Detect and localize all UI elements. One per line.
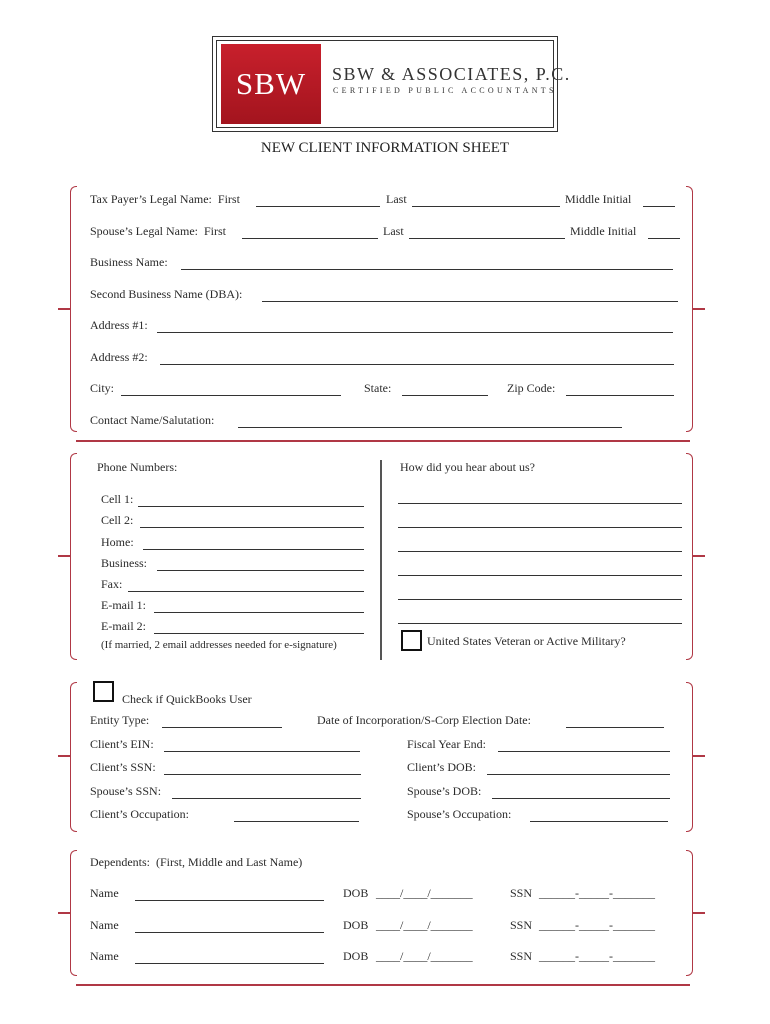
tp-first-field[interactable] <box>256 205 380 207</box>
business-label: Business Name: <box>90 255 168 269</box>
email-note: (If married, 2 email addresses needed for e-signature) <box>101 639 337 651</box>
ein-field[interactable] <box>164 750 360 752</box>
veteran-label: United States Veteran or Active Military? <box>427 634 626 648</box>
dependent-dob-field[interactable]: ____/____/_______ <box>376 918 473 932</box>
sp-ssn-label: Spouse’s SSN: <box>90 784 162 798</box>
brace-tip <box>58 555 70 557</box>
home-field[interactable] <box>143 548 364 550</box>
veteran-checkbox[interactable] <box>401 630 422 651</box>
state-label: State: <box>364 381 392 395</box>
fax-field[interactable] <box>128 590 364 592</box>
sp-occ-label: Spouse’s Occupation: <box>407 807 512 821</box>
quickbooks-label: Check if QuickBooks User <box>122 692 252 706</box>
email1-label: E-mail 1: <box>101 598 146 612</box>
addr1-label: Address #1: <box>90 318 148 332</box>
hear-line-4[interactable] <box>398 574 682 576</box>
email1-field[interactable] <box>154 611 364 613</box>
right-brace <box>686 682 693 832</box>
sp-mi-label: Middle Initial <box>570 224 637 238</box>
brace-tip <box>58 755 70 757</box>
dba-field[interactable] <box>262 300 678 302</box>
addr2-field[interactable] <box>160 363 674 365</box>
occ-label: Client’s Occupation: <box>90 807 189 821</box>
entity-label: Entity Type: <box>90 713 150 727</box>
dependent-name-field[interactable] <box>135 962 324 964</box>
sp-occ-field[interactable] <box>530 820 668 822</box>
sp-dob-label: Spouse’s DOB: <box>407 784 482 798</box>
dependent-ssn-field[interactable]: ______-_____-_______ <box>539 918 655 932</box>
left-brace <box>70 850 77 976</box>
hear-line-2[interactable] <box>398 526 682 528</box>
left-brace <box>70 682 77 832</box>
phone-header: Phone Numbers: <box>97 460 178 474</box>
fye-label: Fiscal Year End: <box>407 737 486 751</box>
sp-first-field[interactable] <box>242 237 378 239</box>
right-brace <box>686 186 693 432</box>
email2-field[interactable] <box>154 632 364 634</box>
incorp-field[interactable] <box>566 726 664 728</box>
hear-line-3[interactable] <box>398 550 682 552</box>
brace-tip <box>58 308 70 310</box>
right-brace <box>686 453 693 660</box>
left-brace <box>70 453 77 660</box>
brace-tip <box>693 555 705 557</box>
sp-last-field[interactable] <box>409 237 565 239</box>
zip-field[interactable] <box>566 394 674 396</box>
dependent-ssn-label: SSN <box>510 949 533 963</box>
brace-tip <box>58 912 70 914</box>
column-divider <box>380 460 382 660</box>
addr2-label: Address #2: <box>90 350 148 364</box>
cell1-field[interactable] <box>138 505 364 507</box>
dependent-dob-field[interactable]: ____/____/_______ <box>376 886 473 900</box>
dba-label: Second Business Name (DBA): <box>90 287 243 301</box>
business-phone-label: Business: <box>101 556 148 570</box>
cell1-label: Cell 1: <box>101 492 134 506</box>
right-brace <box>686 850 693 976</box>
email2-label: E-mail 2: <box>101 619 146 633</box>
dependent-ssn-label: SSN <box>510 918 533 932</box>
dependent-name-label: Name <box>90 886 119 900</box>
dependent-dob-field[interactable]: ____/____/_______ <box>376 949 473 963</box>
zip-label: Zip Code: <box>507 381 556 395</box>
home-label: Home: <box>101 535 134 549</box>
incorp-label: Date of Incorporation/S-Corp Election Date: <box>317 713 531 727</box>
city-label: City: <box>90 381 115 395</box>
occ-field[interactable] <box>234 820 359 822</box>
sp-ssn-field[interactable] <box>172 797 361 799</box>
hear-line-5[interactable] <box>398 598 682 600</box>
section-divider <box>76 984 690 986</box>
tp-first-label: Tax Payer’s Legal Name: First <box>90 192 240 206</box>
dependent-dob-label: DOB <box>343 886 369 900</box>
brace-tip <box>693 755 705 757</box>
dependent-ssn-field[interactable]: ______-_____-_______ <box>539 886 655 900</box>
dependent-ssn-field[interactable]: ______-_____-_______ <box>539 949 655 963</box>
cell2-field[interactable] <box>140 526 364 528</box>
dependent-ssn-label: SSN <box>510 886 533 900</box>
ssn-label: Client’s SSN: <box>90 760 156 774</box>
ein-label: Client’s EIN: <box>90 737 154 751</box>
ssn-field[interactable] <box>164 773 361 775</box>
quickbooks-checkbox[interactable] <box>93 681 114 702</box>
sp-dob-field[interactable] <box>492 797 670 799</box>
hear-line-1[interactable] <box>398 502 682 504</box>
fye-field[interactable] <box>498 750 670 752</box>
page-title: NEW CLIENT INFORMATION SHEET <box>260 140 510 156</box>
sp-mi-field[interactable] <box>648 237 680 239</box>
dependent-dob-label: DOB <box>343 918 369 932</box>
entity-field[interactable] <box>162 726 282 728</box>
contact-label: Contact Name/Salutation: <box>90 413 215 427</box>
dependent-name-label: Name <box>90 949 119 963</box>
left-brace <box>70 186 77 432</box>
dob-label: Client’s DOB: <box>407 760 477 774</box>
business-phone-field[interactable] <box>157 569 364 571</box>
dependent-name-field[interactable] <box>135 899 324 901</box>
logo-mark <box>221 44 321 124</box>
dependent-name-label: Name <box>90 918 119 932</box>
addr1-field[interactable] <box>157 331 673 333</box>
dob-field[interactable] <box>487 773 670 775</box>
cell2-label: Cell 2: <box>101 513 134 527</box>
contact-field[interactable] <box>238 426 622 428</box>
state-field[interactable] <box>402 394 488 396</box>
tp-last-field[interactable] <box>412 205 560 207</box>
firm-name: SBW & ASSOCIATES, P.C. <box>332 64 571 84</box>
hear-line-6[interactable] <box>398 622 682 624</box>
section-divider <box>76 440 690 442</box>
hear-header: How did you hear about us? <box>400 460 535 474</box>
business-field[interactable] <box>181 268 673 270</box>
fax-label: Fax: <box>101 577 123 591</box>
sp-first-label: Spouse’s Legal Name: First <box>90 224 226 238</box>
sp-last-label: Last <box>383 224 404 238</box>
tp-last-label: Last <box>386 192 407 206</box>
logo-mark-text: SBW <box>235 66 307 101</box>
dependent-dob-label: DOB <box>343 949 369 963</box>
dependents-header: Dependents: (First, Middle and Last Name) <box>90 855 303 869</box>
brace-tip <box>693 912 705 914</box>
dependent-name-field[interactable] <box>135 931 324 933</box>
firm-subtitle: CERTIFIED PUBLIC ACCOUNTANTS <box>333 86 557 95</box>
tp-mi-label: Middle Initial <box>565 192 632 206</box>
city-field[interactable] <box>121 394 341 396</box>
brace-tip <box>693 308 705 310</box>
tp-mi-field[interactable] <box>643 205 675 207</box>
